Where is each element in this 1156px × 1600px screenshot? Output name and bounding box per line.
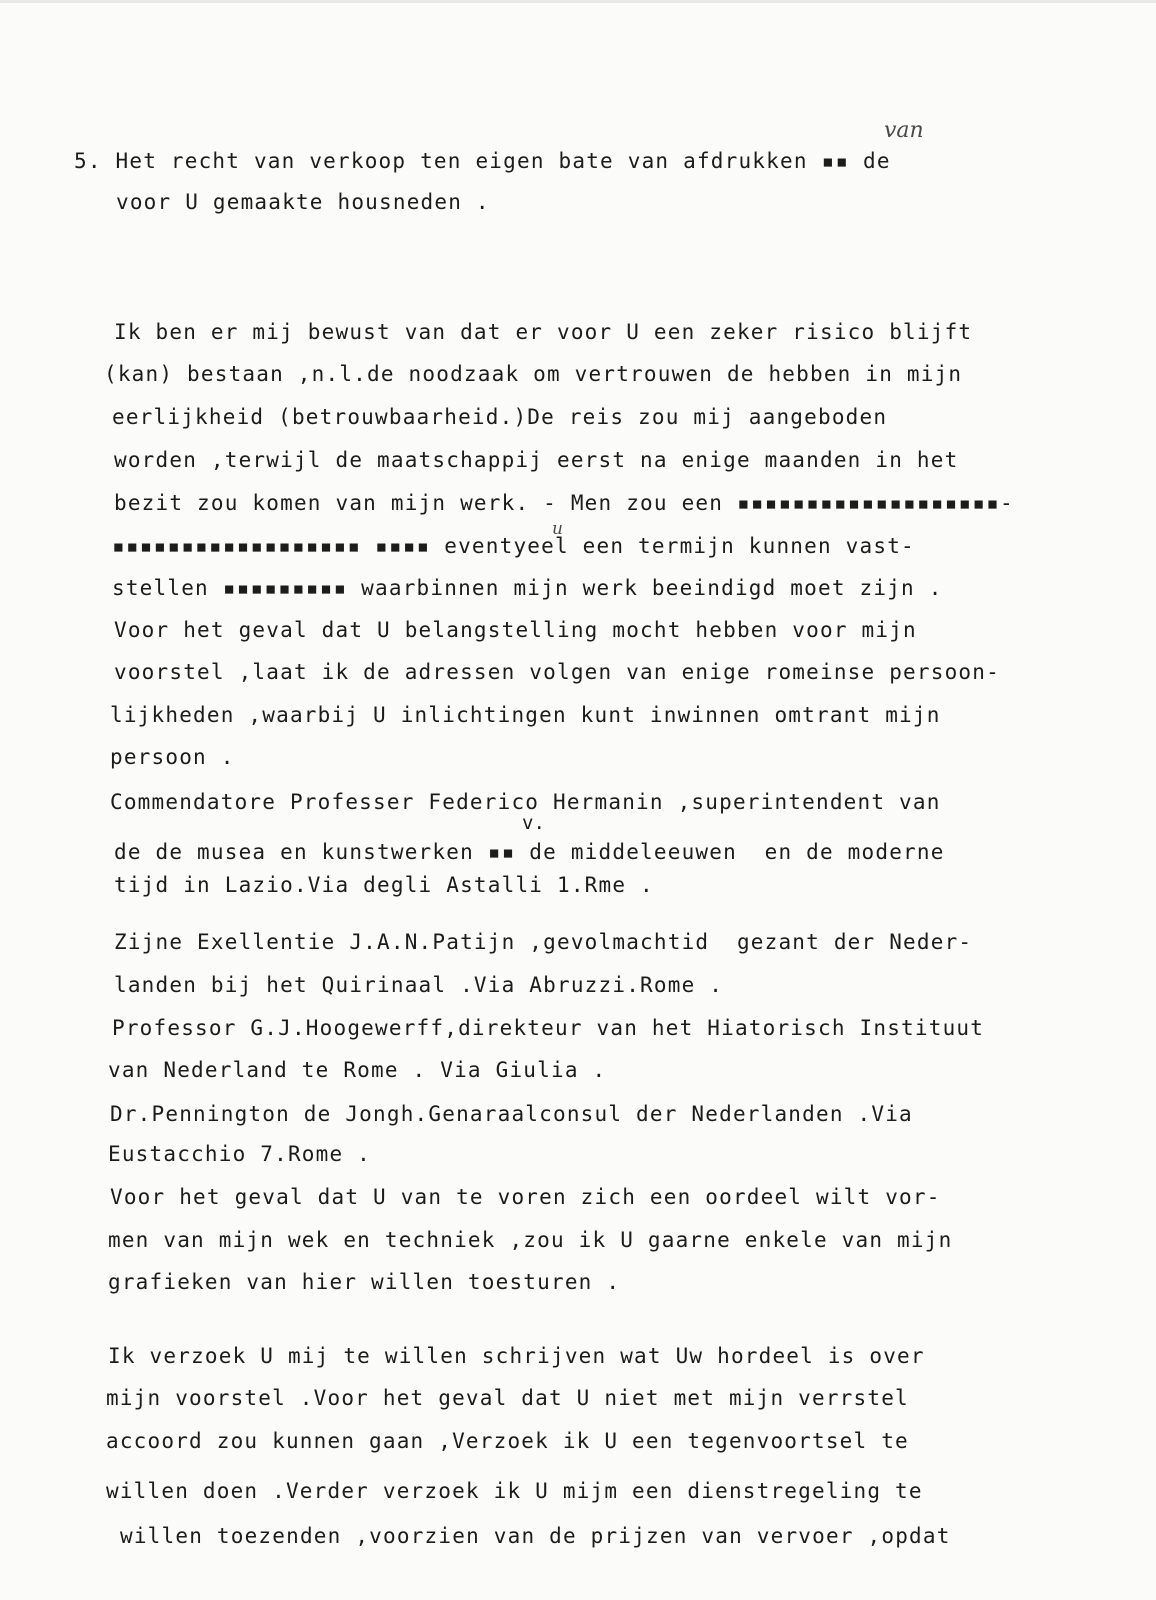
text-line-27: mijn voorstel .Voor het geval dat U niet met mijn verrstel [106,1386,909,1410]
text-line-24: men van mijn wek en techniek ,zou ik U gaarne enkele van mijn [108,1228,953,1252]
text-line-14: Commendatore Professer Federico Hermanin ,superintendent van [110,790,941,814]
text-line-25: grafieken van hier willen toesturen . [108,1270,621,1294]
handwritten-u: u [552,519,563,539]
text-line-10: Voor het geval dat U belangstelling mocht hebben voor mijn [114,618,917,642]
text-line-26: Ik verzoek U mij te willen schrijven wat Uw hordeel is over [108,1344,925,1368]
text-line-08: ▪▪▪▪▪▪▪▪▪▪▪▪▪▪▪▪▪▪ ▪▪▪▪ eventyeel een termijn kunnen vast- [112,534,915,558]
text-line-03: Ik ben er mij bewust van dat er voor U een zeker risico blijft [114,320,973,344]
text-line-18: landen bij het Quirinaal .Via Abruzzi.Rome . [114,973,724,997]
text-line-30: willen toezenden ,voorzien van de prijzen van vervoer ,opdat [120,1524,951,1548]
text-line-01: 5. Het recht van verkoop ten eigen bate van afdrukken ▪▪ de [74,149,891,173]
text-line-09: stellen ▪▪▪▪▪▪▪▪▪ waarbinnen mijn werk beeindigd moet zijn . [112,576,943,600]
text-line-13: persoon . [110,745,235,769]
text-line-04: (kan) bestaan ,n.l.de noodzaak om vertrouwen de hebben in mijn [104,362,963,386]
text-line-17: Zijne Exellentie J.A.N.Patijn ,gevolmachtid gezant der Neder- [114,930,973,954]
text-line-20: van Nederland te Rome . Via Giulia . [108,1058,607,1082]
text-line-22: Eustacchio 7.Rome . [108,1142,372,1166]
text-line-29: willen doen .Verder verzoek ik U mijm een dienstregeling te [106,1479,923,1503]
text-line-28: accoord zou kunnen gaan ,Verzoek ik U een tegenvoortsel te [106,1429,909,1453]
paper-crease [0,0,1156,3]
text-line-11: voorstel ,laat ik de adressen volgen van enige romeinse persoon- [114,660,1000,684]
text-line-06: worden ,terwijl de maatschappij eerst na enige maanden in het [114,448,959,472]
text-line-02: voor U gemaakte housneden . [116,190,490,214]
handwritten-van: van [884,118,924,143]
text-line-15: de de musea en kunstwerken ▪▪ de middeleeuwen en de moderne [114,840,945,864]
text-line-21: Dr.Pennington de Jongh.Genaraalconsul der Nederlanden .Via [110,1102,913,1126]
text-line-05: eerlijkheid (betrouwbaarheid.)De reis zou mij aangeboden [112,405,888,429]
text-line-07: bezit zou komen van mijn werk. - Men zou een ▪▪▪▪▪▪▪▪▪▪▪▪▪▪▪▪▪▪▪- [114,491,1014,515]
typed-v-insert: v. [522,812,545,834]
text-line-16: tijd in Lazio.Via degli Astalli 1.Rme . [114,873,654,897]
text-line-12: lijkheden ,waarbij U inlichtingen kunt inwinnen omtrant mijn [110,703,941,727]
text-line-19: Professor G.J.Hoogewerff,direkteur van het Hiatorisch Instituut [112,1016,985,1040]
text-line-23: Voor het geval dat U van te voren zich een oordeel wilt vor- [110,1185,941,1209]
